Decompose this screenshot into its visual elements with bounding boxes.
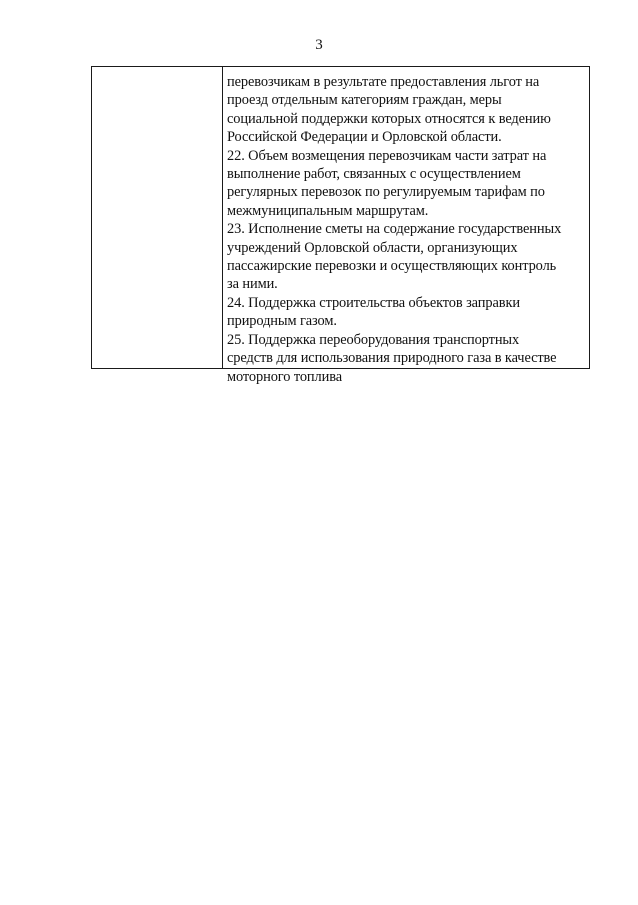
- text-line: выполнение работ, связанных с осуществлением: [227, 166, 521, 183]
- item-23-line: 23. Исполнение сметы на содержание государственных: [227, 221, 562, 238]
- text-line: средств для использования природного газа в качестве: [227, 350, 557, 367]
- item-22-line: 22. Объем возмещения перевозчикам части затрат на: [227, 147, 547, 164]
- text-line: учреждений Орловской области, организующих: [227, 239, 518, 256]
- table-cell-right: [223, 67, 589, 385]
- text-line: пассажирские перевозки и осуществляющих контроль: [227, 258, 557, 275]
- text-line: природным газом.: [227, 313, 337, 330]
- table-cell-left: [92, 67, 223, 368]
- text-line: проезд отдельным категориям граждан, меры: [227, 92, 502, 109]
- text-line: Российской Федерации и Орловской области.: [227, 129, 502, 146]
- text-line: межмуниципальным маршрутам.: [227, 202, 429, 219]
- text-line: перевозчикам в результате предоставления льгот на: [227, 74, 540, 90]
- text-line: социальной поддержки которых относятся к ведению: [227, 110, 551, 127]
- item-24-line: 24. Поддержка строительства объектов заправки: [227, 294, 520, 311]
- page-number: 3: [315, 37, 323, 53]
- text-line: моторного топлива: [227, 368, 343, 385]
- text-line: за ними.: [227, 276, 278, 293]
- item-25-line: 25. Поддержка переоборудования транспортных: [227, 331, 520, 348]
- text-line: регулярных перевозок по регулируемым тарифам по: [227, 184, 545, 201]
- document-table: [91, 66, 590, 385]
